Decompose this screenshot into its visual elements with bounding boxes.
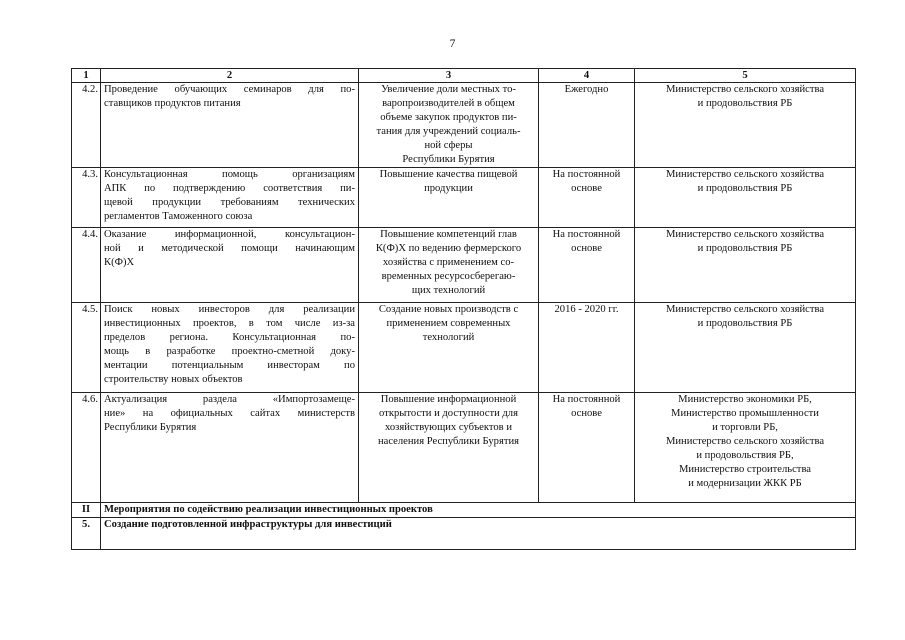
section-row: [72, 518, 856, 550]
cell-line: К(Ф)Х: [104, 257, 135, 268]
section-title: Мероприятия по содействию реализации инвестиционных проектов: [101, 503, 856, 518]
cell-line: и продовольствия РБ: [697, 183, 793, 194]
result-cell: [359, 168, 539, 228]
cell-line: Министерство сельского хозяйства: [665, 436, 825, 447]
term-cell: [539, 393, 635, 503]
cell-line: строительству новых объектов: [104, 374, 243, 385]
cell-line: хозяйствующих субъектов и: [384, 422, 512, 433]
cell-line: пределов региона. Консультационная по-: [104, 332, 355, 343]
activities-table: [71, 68, 856, 550]
result-cell: [359, 228, 539, 303]
cell-line: и продовольствия РБ: [697, 243, 793, 254]
cell-line: ние» на официальных сайтах министерств: [104, 408, 355, 419]
table-row: [72, 303, 856, 393]
cell-line: открытости и доступности для: [379, 408, 518, 419]
cell-line: мощь в разработке проектно-сметной доку-: [104, 346, 355, 357]
cell-line: хозяйства с применением со-: [382, 257, 515, 268]
cell-line: Министерство строительства: [678, 464, 812, 475]
column-header-5: 5: [635, 69, 856, 83]
cell-line: Повышение качества пищевой: [379, 169, 518, 180]
activity-cell: [101, 393, 359, 503]
cell-line: К(Ф)Х по ведению фермерского: [375, 243, 522, 254]
cell-line: Министерство сельского хозяйства: [665, 169, 825, 180]
cell-line: продукции: [424, 183, 473, 194]
cell-line: На постоянной: [552, 394, 621, 405]
cell-line: объеме закупок продуктов пи-: [380, 112, 517, 123]
responsible-cell: [635, 303, 856, 393]
cell-line: Увеличение доли местных то-: [381, 84, 516, 95]
column-header-3: 3: [359, 69, 539, 83]
section-number: II: [72, 503, 101, 518]
cell-line: Создание новых производств с: [378, 304, 519, 315]
cell-line: и торговли РБ,: [712, 422, 778, 433]
responsible-cell: [635, 393, 856, 503]
cell-line: инвестиционных проектов, в том числе из-за: [104, 318, 355, 329]
cell-line: и продовольствия РБ,: [696, 450, 794, 461]
cell-line: Министерство сельского хозяйства: [665, 84, 825, 95]
cell-line: На постоянной: [552, 229, 621, 240]
table-row: [72, 83, 856, 168]
term-cell: [539, 83, 635, 168]
cell-line: 2016 - 2020 гг.: [554, 304, 619, 315]
cell-line: варопроизводителей в общем: [382, 98, 515, 109]
responsible-cell: [635, 168, 856, 228]
cell-line: применением современных: [386, 318, 511, 329]
cell-line: Повышение информационной: [380, 394, 517, 405]
cell-line: Консультационная помощь организациям: [104, 169, 355, 180]
responsible-cell: [635, 228, 856, 303]
page-number: 7: [449, 38, 456, 50]
cell-line: На постоянной: [552, 169, 621, 180]
cell-line: технологий: [422, 332, 475, 343]
activity-cell: [101, 303, 359, 393]
term-cell: [539, 303, 635, 393]
row-number: 4.6.: [72, 393, 101, 503]
cell-line: Министерство промышленности: [671, 408, 819, 419]
cell-line: щих технологий: [411, 285, 486, 296]
activity-cell: [101, 228, 359, 303]
cell-line: Ежегодно: [564, 84, 609, 95]
result-cell: [359, 303, 539, 393]
cell-line: и продовольствия РБ: [697, 318, 793, 329]
table-row: [72, 393, 856, 503]
table-row: [72, 168, 856, 228]
section-row: [72, 503, 856, 518]
cell-line: Республики Бурятия: [104, 422, 197, 433]
cell-line: тания для учреждений социаль-: [376, 126, 521, 137]
cell-line: временных ресурсосберегаю-: [381, 271, 516, 282]
cell-line: населения Республики Бурятия: [377, 436, 519, 447]
cell-line: и модернизации ЖКК РБ: [688, 478, 802, 489]
cell-line: ставщиков продуктов питания: [104, 98, 241, 109]
row-number: 4.3.: [72, 168, 101, 228]
cell-line: основе: [571, 243, 602, 254]
table-header-row: [72, 69, 856, 83]
cell-line: Оказание информационной, консультацион-: [104, 229, 355, 240]
cell-line: щевой продукции требованиям технических: [104, 197, 355, 208]
column-header-1: 1: [72, 69, 101, 83]
result-cell: [359, 393, 539, 503]
cell-line: регламентов Таможенного союза: [104, 211, 253, 222]
cell-line: АПК по подтверждению соответствия пи-: [104, 183, 355, 194]
cell-line: ной сферы: [424, 140, 473, 151]
row-number: 4.2.: [72, 83, 101, 168]
term-cell: [539, 228, 635, 303]
cell-line: ной и методической помощи начинающим: [104, 243, 355, 254]
row-number: 4.5.: [72, 303, 101, 393]
result-cell: [359, 83, 539, 168]
cell-line: Республики Бурятия: [402, 154, 495, 165]
cell-line: Проведение обучающих семинаров для по-: [104, 84, 355, 95]
cell-line: основе: [571, 408, 602, 419]
term-cell: [539, 168, 635, 228]
cell-line: основе: [571, 183, 602, 194]
cell-line: Поиск новых инвесторов для реализации: [104, 304, 355, 315]
activity-cell: [101, 83, 359, 168]
activity-cell: [101, 168, 359, 228]
cell-line: Повышение компетенций глав: [380, 229, 517, 240]
table-row: [72, 228, 856, 303]
column-header-2: 2: [101, 69, 359, 83]
cell-line: Министерство сельского хозяйства: [665, 304, 825, 315]
section-number: 5.: [72, 518, 101, 550]
row-number: 4.4.: [72, 228, 101, 303]
cell-line: Актуализация раздела «Импортозамеще-: [104, 394, 355, 405]
cell-line: Министерство сельского хозяйства: [665, 229, 825, 240]
cell-line: Министерство экономики РБ,: [678, 394, 812, 405]
cell-line: и продовольствия РБ: [697, 98, 793, 109]
column-header-4: 4: [539, 69, 635, 83]
cell-line: ментации потенциальным инвесторам по: [104, 360, 355, 371]
responsible-cell: [635, 83, 856, 168]
section-title: Создание подготовленной инфраструктуры для инвестиций: [101, 518, 856, 550]
